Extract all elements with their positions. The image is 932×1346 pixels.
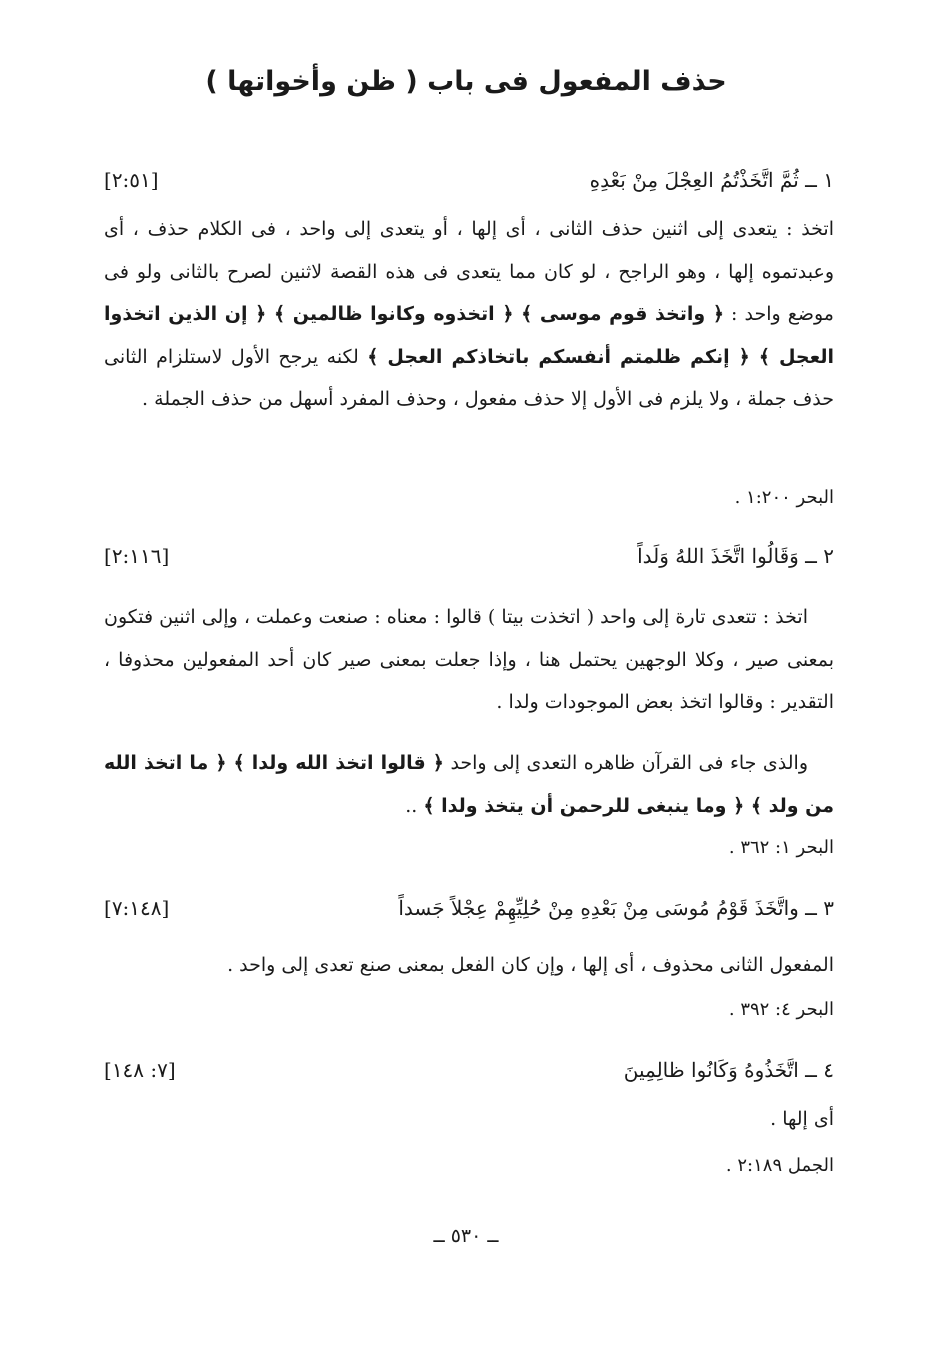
page-number: ــ ٥٣٠ ــ: [433, 1225, 499, 1247]
entry-2-verse: ٢ ــ وَقَالُوا اتَّخَذَ اللهُ وَلَداً: [637, 544, 834, 568]
entry-2-quranic-quotes: ﴿ قالوا اتخذ الله ولدا ﴾ ﴿ ما اتخذ الله من ولد ﴾ ﴿ وما ينبغى للرحمن أن يتخذ ولدا ﴾: [104, 752, 834, 817]
entry-2-commentary-2: [104, 742, 834, 827]
entry-4-text: أى إلها .: [770, 1108, 834, 1130]
entry-1-quranic-quotes: ﴿ واتخذ قوم موسى ﴾ ﴿ اتخذوه وكانوا ظالمين ﴾ ﴿ إن الذين اتخذوا العجل ﴾ ﴿ إنكم ظلمتم أنفسكم باتخاذكم العجل ﴾: [104, 303, 834, 368]
entry-1-text-b: لكنه يرجح الأول لاستلزام الثانى حذف جملة ، ولا يلزم فى الأول إلا حذف مفعول ، وحذف المفرد أسهل من حذف الجملة .: [104, 345, 834, 410]
entry-1-verse: ١ ــ ثُمَّ اتَّخَذْتُمُ العِجْلَ مِنْ بَعْدِهِ: [589, 168, 834, 192]
entry-1-source: البحر ١:٢٠٠ .: [734, 487, 834, 508]
entry-3-source: البحر ٤: ٣٩٢ .: [728, 999, 834, 1020]
entry-2-source: البحر ١: ٣٦٢ .: [728, 837, 834, 858]
entry-1-text-a: اتخذ : يتعدى إلى اثنين حذف الثانى ، أى إلها ، أو يتعدى إلى واحد ، فى الكلام حذف ، أى وعبدتموه إلها ، وهو الراجح ، لو كان مما يتعدى فى هذه القصة لاثنين لصرح بالثانى ولو فى موضع واحد :: [104, 218, 834, 325]
entry-3-ref: [٧:١٤٨]: [104, 896, 170, 920]
entry-1-commentary: [104, 208, 834, 421]
page-title: حذف المفعول فى باب ( ظن وأخواتها ): [205, 66, 727, 97]
entry-2-text-a: اتخذ : تتعدى تارة إلى واحد ( اتخذت بيتا ) قالوا : معناه : صنعت وعملت ، وإلى اثنين فتكون بمعنى صير ، وكلا الوجهين يحتمل هنا ، وإذا جعلت بمعنى صير كان أحد المفعولين محذوفا ، التقدير : وقالوا اتخذ بعض الموجودات ولدا .: [104, 606, 834, 713]
entry-2-text-c: ..: [405, 794, 418, 817]
entry-4-verse: ٤ ــ اتَّخَذُوهُ وَكَانُوا ظالِمِينَ: [623, 1058, 834, 1082]
entry-4-source: الجمل ٢:١٨٩ .: [725, 1155, 834, 1176]
entry-4-commentary: [104, 1098, 834, 1141]
entry-2-header: [104, 536, 834, 576]
entry-2-commentary: [104, 596, 834, 724]
entry-2-ref: [٢:١١٦]: [104, 544, 170, 568]
entry-3-header: [104, 888, 834, 928]
entry-4-header: [104, 1050, 834, 1090]
entry-4-ref: [٧: ١٤٨]: [104, 1058, 176, 1082]
entry-1-ref: [٢:٥١]: [104, 168, 159, 192]
entry-3-text: المفعول الثانى محذوف ، أى إلها ، وإن كان الفعل بمعنى صنع تعدى إلى واحد .: [227, 954, 834, 976]
entry-3-verse: ٣ ــ واتَّخَذَ قَوْمُ مُوسَى مِنْ بَعْدِهِ مِنْ حُلِيِّهِمْ عِجْلاً جَسداً: [398, 896, 834, 920]
entry-2-text-b: والذى جاء فى القرآن ظاهره التعدى إلى واحد: [450, 752, 808, 774]
entry-3-commentary: [104, 944, 834, 987]
entry-1-header: [104, 160, 834, 200]
